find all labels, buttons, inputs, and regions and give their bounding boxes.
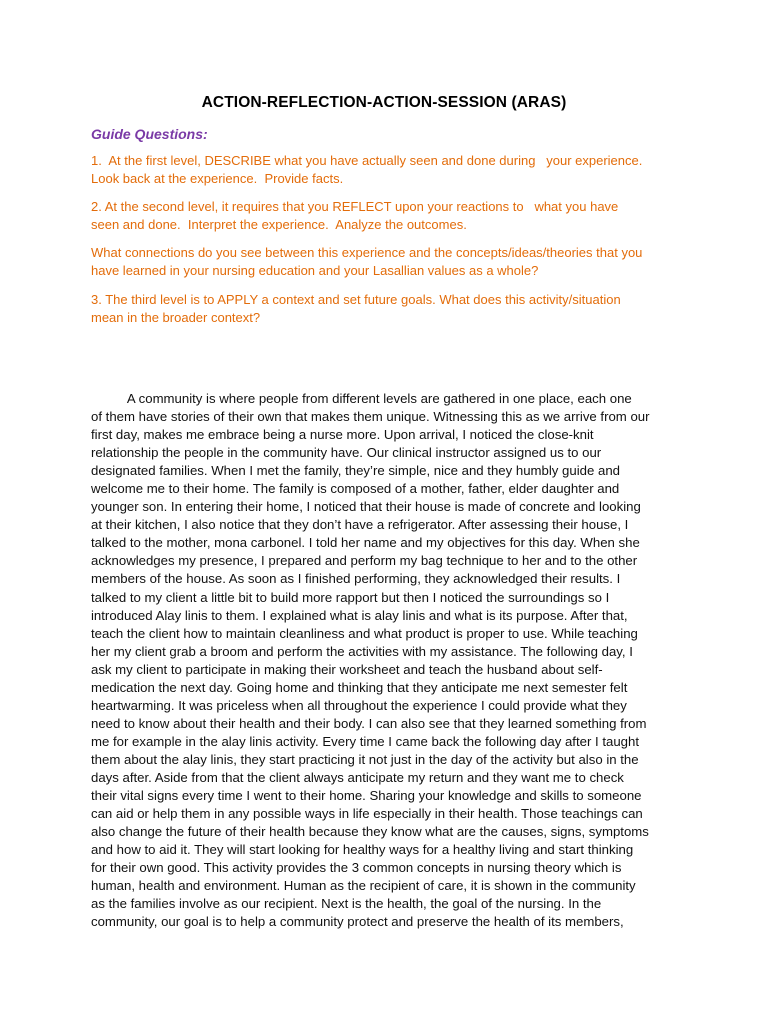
body-line: them about the alay linis, they start practicing it not just in the day of the activity but also in the: [91, 751, 639, 767]
guide-question-1-line-1: 1. At the first level, DESCRIBE what you have actually seen and done during your experience.: [91, 153, 643, 168]
body-line: need to know about their health and their body. I can also see that they learned something from: [91, 715, 647, 731]
guide-question-1: [91, 152, 691, 188]
document-title: ACTION-REFLECTION-ACTION-SESSION (ARAS): [201, 94, 567, 111]
guide-question-1-line-2: Look back at the experience. Provide facts.: [91, 171, 344, 186]
guide-questions-heading: Guide Questions:: [91, 126, 208, 142]
guide-question-connections-line-1: What connections do you see between this experience and the concepts/ideas/theories that you: [91, 245, 643, 260]
body-line: ask my client to participate in making their worksheet and teach the husband about self-: [91, 661, 603, 677]
body-line: A community is where people from different levels are gathered in one place, each one: [91, 391, 632, 406]
body-line: teach the client how to maintain cleanliness and what product is proper to use. While teaching: [91, 625, 638, 641]
body-line: younger son. In entering their home, I noticed that their house is made of concrete and looking: [91, 499, 641, 515]
guide-question-3-line-1: 3. The third level is to APPLY a context and set future goals. What does this activity/situation: [91, 292, 621, 307]
body-line: designated families. When I met the family, they’re simple, nice and they humbly guide and: [91, 463, 620, 479]
body-line: and how to aid it. They will start looking for healthy ways for a healthy living and start thinking: [91, 842, 634, 858]
body-line: heartwarming. It was priceless when all throughout the experience I could provide what they: [91, 697, 627, 713]
guide-question-3: [91, 291, 691, 327]
body-line: for their own good. This activity provides the 3 common concepts in nursing theory which is: [91, 860, 622, 876]
body-line: first day, makes me embrace being a nurse more. Upon arrival, I noticed the close-knit: [91, 427, 594, 443]
body-line: as the families involve as our recipient. Next is the health, the goal of the nursing. In the: [91, 896, 602, 912]
body-line: talked to the mother, mona carbonel. I told her name and my objectives for this day. When she: [91, 535, 640, 551]
body-line: members of the house. As soon as I finished performing, they acknowledged their results. I: [91, 571, 621, 587]
body-line: at their kitchen, I also notice that they don’t have a refrigerator. After assessing their house, I: [91, 517, 629, 533]
body-line: can aid or help them in any possible ways in life especially in their health. Those teachings can: [91, 806, 643, 822]
body-line: of them have stories of their own that makes them unique. Witnessing this as we arrive from our: [91, 409, 650, 425]
body-line: welcome me to their home. The family is composed of a mother, father, elder daughter and: [91, 481, 620, 497]
guide-question-connections-line-2: have learned in your nursing education and your Lasallian values as a whole?: [91, 263, 539, 278]
body-line: medication the next day. Going home and thinking that they anticipate me next semester felt: [91, 679, 628, 695]
body-line: her my client grab a broom and perform the activities with my assistance. The following day, I: [91, 643, 633, 659]
body-line: talked to my client a little bit to build more rapport but then I noticed the surroundings so I: [91, 589, 610, 605]
body-line: introduced Alay linis to them. I explained what is alay linis and what is its purpose. After that,: [91, 607, 628, 623]
body-line: relationship the people in the community have. Our clinical instructor assigned us to our: [91, 445, 602, 461]
reflection-body: [91, 390, 691, 931]
body-line: days after. Aside from that the client always anticipate my return and they want me to check: [91, 769, 624, 785]
guide-question-2-line-2: seen and done. Interpret the experience. Analyze the outcomes.: [91, 217, 467, 232]
body-line: human, health and environment. Human as the recipient of care, it is shown in the community: [91, 878, 636, 894]
body-line: community, our goal is to help a community protect and preserve the health of its members,: [91, 914, 624, 930]
body-line: also change the future of their health because they know what are the causes, signs, symptoms: [91, 824, 649, 840]
body-line: their vital signs every time I went to their home. Sharing your knowledge and skills to someone: [91, 788, 642, 804]
guide-question-connections: [91, 244, 691, 280]
body-line: me for example in the alay linis activity. Every time I came back the following day after I taught: [91, 733, 640, 749]
guide-question-2: [91, 198, 691, 234]
body-line: acknowledges my presence, I prepared and perform my bag technique to her and to the other: [91, 553, 638, 569]
guide-question-3-line-2: mean in the broader context?: [91, 310, 261, 325]
guide-question-2-line-1: 2. At the second level, it requires that you REFLECT upon your reactions to what you have: [91, 199, 619, 214]
